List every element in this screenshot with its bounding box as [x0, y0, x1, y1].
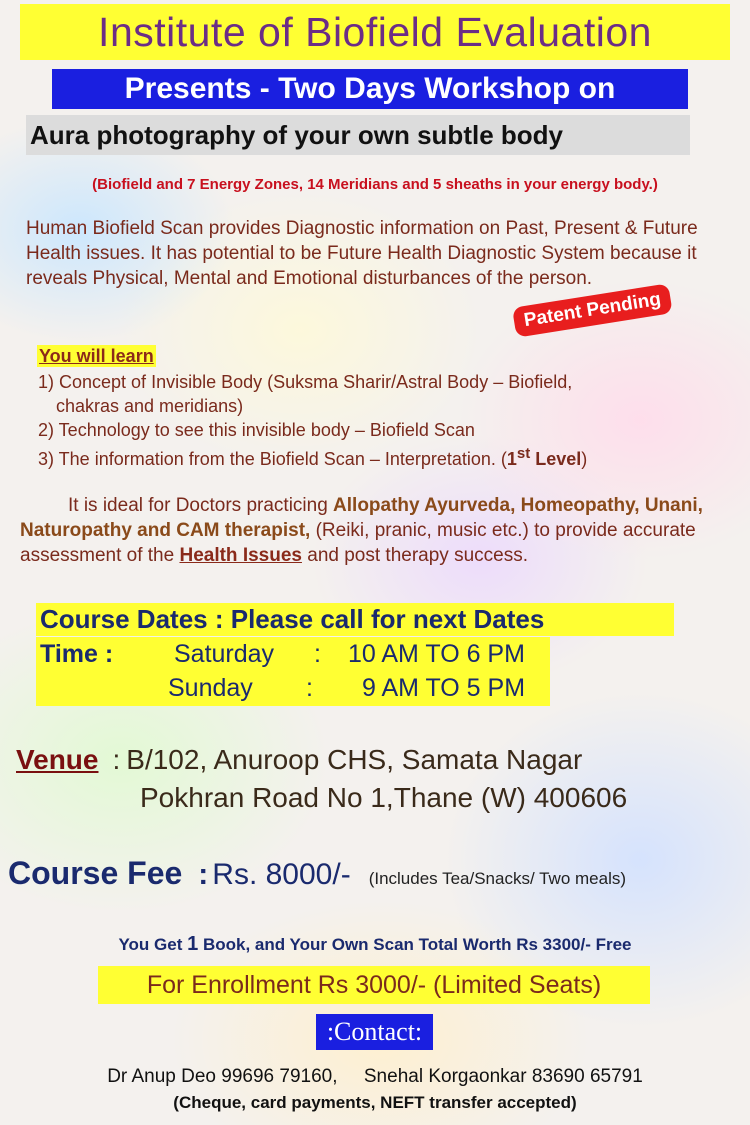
fee-label: Course Fee	[8, 855, 183, 891]
learn-item-3-text: 3) The information from the Biofield Scan – Interpretation. (	[38, 449, 507, 469]
ideal-text-1: It is ideal for Doctors practicing	[68, 495, 334, 516]
title-banner: Institute of Biofield Evaluation	[20, 4, 730, 60]
sep-sunday: :	[306, 674, 313, 702]
learn-heading: You will learn	[39, 346, 154, 366]
contact-phones: Dr Anup Deo 99696 79160, Snehal Korgaonkar 83690 65791	[107, 1066, 643, 1087]
learn-item-1: 1) Concept of Invisible Body (Suksma Sharir/Astral Body – Biofield,	[38, 372, 573, 392]
enrollment-banner: For Enrollment Rs 3000/- (Limited Seats)	[98, 966, 650, 1004]
intro-paragraph: Human Biofield Scan provides Diagnostic information on Past, Present & Future Health issues. It has potential to be Future Health Diagnostic System because it reveals Physical, Mental and Emotional disturbances of the person.	[26, 218, 698, 289]
payment-note: (Cheque, card payments, NEFT transfer accepted)	[173, 1093, 577, 1112]
offer-line	[0, 933, 750, 956]
learn-item-3-level: Level	[530, 449, 582, 469]
learn-item-3	[38, 442, 728, 471]
patent-pending-badge: Patent Pending	[512, 283, 673, 337]
offer-text: Book, and Your Own Scan Total Worth Rs 3300/- Free	[198, 935, 632, 954]
ideal-underline: Health Issues	[179, 545, 302, 566]
time-row-sunday	[36, 671, 550, 706]
offer-count: 1	[187, 933, 199, 955]
offer-prefix: You Get	[118, 935, 188, 954]
day-sunday: Sunday	[168, 674, 253, 702]
learn-list	[38, 370, 728, 471]
ideal-text-3: and post therapy success.	[301, 545, 528, 566]
fee-amount: Rs. 8000/-	[212, 858, 351, 891]
presents-banner: Presents - Two Days Workshop on	[52, 69, 688, 109]
energy-body-subhead: (Biofield and 7 Energy Zones, 14 Meridians and 5 sheaths in your energy body.)	[92, 176, 658, 193]
course-dates: Course Dates : Please call for next Dates	[36, 603, 674, 636]
fee-colon: :	[198, 858, 209, 891]
fee-note: (Includes Tea/Snacks/ Two meals)	[368, 869, 627, 888]
venue-line-1: B/102, Anuroop CHS, Samata Nagar	[126, 744, 583, 775]
venue-line-2: Pokhran Road No 1,Thane (W) 400606	[140, 782, 628, 813]
venue-label: Venue	[16, 744, 99, 775]
learn-item-2: 2) Technology to see this invisible body – Biofield Scan	[38, 420, 475, 440]
venue-block	[16, 741, 736, 817]
sep-saturday: :	[314, 640, 321, 668]
time-row-saturday	[36, 637, 550, 672]
ideal-bold: Allopathy Ayurveda, Homeopathy, Unani, Naturopathy and CAM therapist,	[20, 495, 703, 541]
learn-item-3-sup: st	[516, 445, 531, 462]
day-saturday: Saturday	[174, 640, 275, 668]
venue-colon: :	[112, 744, 121, 775]
ideal-text-2: (Reiki, pranic, music etc.) to provide accurate assessment of the	[20, 520, 696, 566]
learn-item-3-close: )	[581, 449, 588, 469]
time-label: Time :	[40, 640, 114, 668]
course-fee	[8, 852, 748, 900]
hours-saturday: 10 AM TO 6 PM	[348, 640, 525, 668]
contact-label: :Contact:	[316, 1014, 433, 1050]
workshop-subtitle: Aura photography of your own subtle body	[26, 115, 690, 155]
learn-item-3-num: 1	[506, 449, 517, 469]
learn-item-1-cont: chakras and meridians)	[56, 396, 244, 416]
hours-sunday: 9 AM TO 5 PM	[362, 674, 526, 702]
ideal-paragraph	[20, 493, 730, 568]
